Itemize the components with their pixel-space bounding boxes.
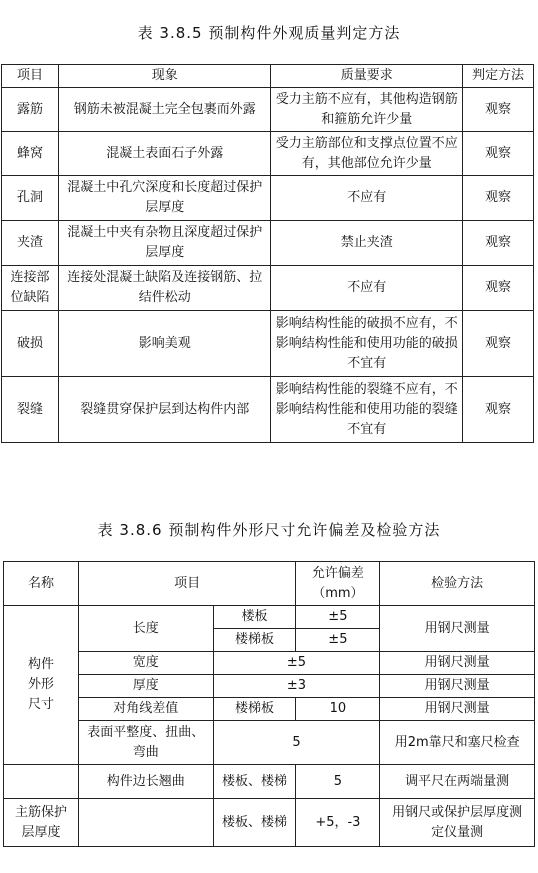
table-cell: 混凝土表面石子外露 [58, 132, 271, 176]
table-cell: 禁止夹渣 [271, 221, 463, 266]
table1-title: 表 3.8.5 预制构件外观质量判定方法 [137, 24, 401, 42]
table-row [2, 377, 534, 443]
method-flatness: 用2m靠尺和塞尺检查 [380, 721, 535, 765]
method-warp: 调平尺在两端量测 [380, 765, 535, 799]
table-row [4, 721, 535, 765]
dimension-tolerance-table [3, 561, 535, 847]
header-cell: 判定方法 [463, 65, 534, 88]
method-width: 用钢尺测量 [380, 652, 535, 675]
table-cell: 裂缝贯穿保护层到达构件内部 [58, 377, 271, 443]
table-cell: 受力主筋部位和支撑点位置不应有，其他部位允许少量 [271, 132, 463, 176]
tol-thickness: ±3 [213, 675, 380, 698]
table-cell: 影响结构性能的裂缝不应有，不影响结构性能和使用功能的裂缝不宜有 [271, 377, 463, 443]
item-warp: 构件边长翘曲 [78, 765, 213, 799]
appearance-quality-table [1, 64, 534, 443]
tol-warp: 5 [296, 765, 380, 799]
header-cell: 现象 [58, 65, 271, 88]
method-length: 用钢尺测量 [380, 606, 535, 652]
header-cell: 项目 [2, 65, 59, 88]
header-method: 检验方法 [380, 562, 535, 606]
table-row [4, 799, 535, 847]
table-cell: 不应有 [271, 176, 463, 221]
table-row [2, 132, 534, 176]
table-header-row [2, 65, 534, 88]
method-diagonal: 用钢尺测量 [380, 698, 535, 721]
table-cell: 露筋 [2, 88, 59, 132]
table-cell: 观察 [463, 88, 534, 132]
table-cell: 观察 [463, 176, 534, 221]
sub-diagonal-stair: 楼梯板 [213, 698, 296, 721]
table-cell: 影响结构性能的破损不应有，不影响结构性能和使用功能的破损不宜有 [271, 311, 463, 377]
table-row [4, 606, 535, 629]
item-thickness: 厚度 [78, 675, 213, 698]
tol-stair-slab: ±5 [296, 629, 380, 652]
table-cell: 连接处混凝土缺陷及连接钢筋、拉结件松动 [58, 266, 271, 311]
header-item: 项目 [78, 562, 296, 606]
table-cell: 观察 [463, 266, 534, 311]
table-row [2, 221, 534, 266]
method-cover: 用钢尺或保护层厚度测定仪量测 [380, 799, 535, 847]
table2-title: 表 3.8.6 预制构件外形尺寸允许偏差及检验方法 [97, 521, 441, 539]
table-row [4, 765, 535, 799]
method-thickness: 用钢尺测量 [380, 675, 535, 698]
table-row [2, 88, 534, 132]
table-cell: 混凝土中夹有杂物且深度超过保护层厚度 [58, 221, 271, 266]
table-cell: 不应有 [271, 266, 463, 311]
table-cell: 夹渣 [2, 221, 59, 266]
header-name: 名称 [4, 562, 79, 606]
table-cell: 孔洞 [2, 176, 59, 221]
tol-cover: +5，-3 [296, 799, 380, 847]
header-tolerance: 允许偏差（mm） [296, 562, 380, 606]
table-cell: 观察 [463, 377, 534, 443]
group-cover-thickness: 主筋保护层厚度 [4, 799, 79, 847]
table-cell: 破损 [2, 311, 59, 377]
table-cell: 观察 [463, 132, 534, 176]
item-diagonal: 对角线差值 [78, 698, 213, 721]
table-header-row [4, 562, 535, 606]
table-cell: 混凝土中孔穴深度和长度超过保护层厚度 [58, 176, 271, 221]
table-cell: 连接部位缺陷 [2, 266, 59, 311]
tol-width: ±5 [213, 652, 380, 675]
table-row [4, 652, 535, 675]
table-cell: 观察 [463, 221, 534, 266]
sub-floor-slab: 楼板 [213, 606, 296, 629]
tol-diagonal: 10 [296, 698, 380, 721]
sub-cover: 楼板、楼梯 [213, 799, 296, 847]
table-cell: 观察 [463, 311, 534, 377]
item-flatness: 表面平整度、扭曲、弯曲 [78, 721, 213, 765]
table-row [2, 266, 534, 311]
sub-stair-slab: 楼梯板 [213, 629, 296, 652]
table-cell: 裂缝 [2, 377, 59, 443]
item-length: 长度 [78, 606, 213, 652]
group-empty [4, 765, 79, 799]
table-cell: 影响美观 [58, 311, 271, 377]
table-cell: 蜂窝 [2, 132, 59, 176]
tol-floor-slab: ±5 [296, 606, 380, 629]
tol-flatness: 5 [213, 721, 380, 765]
item-cover-empty [78, 799, 213, 847]
item-width: 宽度 [78, 652, 213, 675]
table-row [2, 176, 534, 221]
group-external-dimensions: 构件外形尺寸 [4, 606, 79, 765]
table-row [4, 698, 535, 721]
header-cell: 质量要求 [271, 65, 463, 88]
sub-warp: 楼板、楼梯 [213, 765, 296, 799]
table-row [2, 311, 534, 377]
table-row [4, 675, 535, 698]
table-cell: 受力主筋不应有，其他构造钢筋和箍筋允许少量 [271, 88, 463, 132]
table-cell: 钢筋未被混凝土完全包裹而外露 [58, 88, 271, 132]
